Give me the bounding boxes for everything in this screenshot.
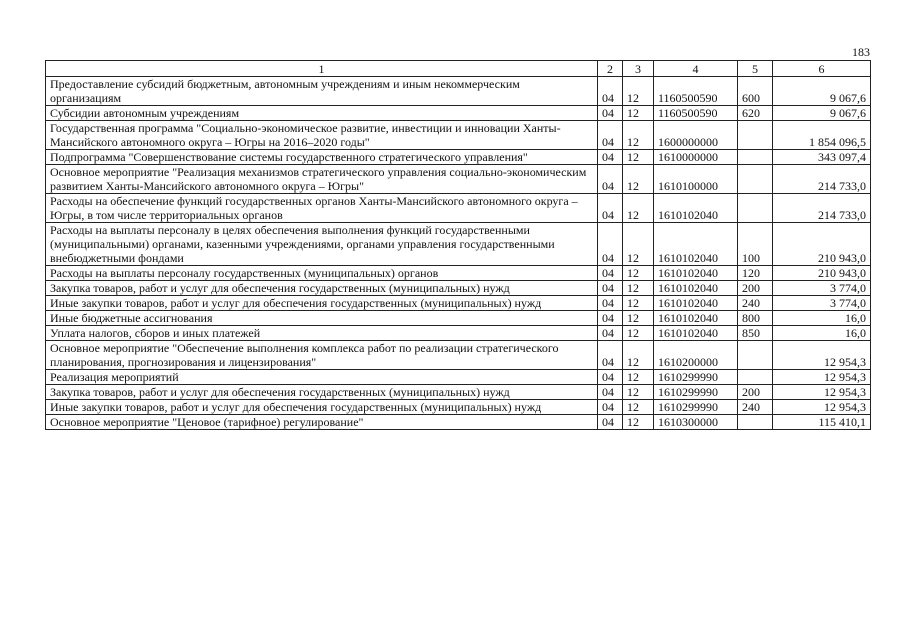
row-target-article: 1610300000 [654,415,738,430]
row-name: Закупка товаров, работ и услуг для обеспечения государственных (муниципальных) нужд [46,281,598,296]
row-subsection: 12 [623,266,654,281]
row-expense-type [738,370,773,385]
column-header-expense-type: 5 [738,61,773,77]
row-name: Основное мероприятие "Реализация механизмов стратегического управления социально-экономическим развитием Ханты-Мансийского автономного округа – Югры" [46,165,598,194]
row-expense-type [738,341,773,370]
row-name: Основное мероприятие "Обеспечение выполнения комплекса работ по реализации стратегического планирования, прогнозирования и лицензирования" [46,341,598,370]
row-subsection: 12 [623,281,654,296]
table-row [46,194,871,223]
row-expense-type: 800 [738,311,773,326]
row-subsection: 12 [623,165,654,194]
row-target-article: 1610102040 [654,223,738,266]
row-target-article: 1610102040 [654,296,738,311]
table-row [46,370,871,385]
row-section: 04 [598,415,623,430]
row-section: 04 [598,77,623,106]
row-amount: 210 943,0 [773,223,871,266]
row-section: 04 [598,223,623,266]
row-subsection: 12 [623,150,654,165]
row-amount: 214 733,0 [773,165,871,194]
table-row [46,106,871,121]
row-name: Государственная программа "Социально-экономическое развитие, инвестиции и инновации Ханты-Мансийского автономного округа – Югры на 2016–2020 годы" [46,121,598,150]
row-subsection: 12 [623,194,654,223]
row-section: 04 [598,165,623,194]
table-row [46,281,871,296]
row-subsection: 12 [623,341,654,370]
row-expense-type: 240 [738,400,773,415]
row-section: 04 [598,311,623,326]
row-expense-type [738,415,773,430]
row-target-article: 1160500590 [654,77,738,106]
row-target-article: 1610102040 [654,194,738,223]
row-expense-type [738,150,773,165]
row-section: 04 [598,341,623,370]
column-header-subsection: 3 [623,61,654,77]
column-header-name: 1 [46,61,598,77]
row-target-article: 1610000000 [654,150,738,165]
row-target-article: 1610100000 [654,165,738,194]
table-header-row [46,61,871,77]
row-amount: 16,0 [773,326,871,341]
row-section: 04 [598,121,623,150]
row-name: Предоставление субсидий бюджетным, автономным учреждениям и иным некоммерческим организациям [46,77,598,106]
row-section: 04 [598,296,623,311]
row-name: Реализация мероприятий [46,370,598,385]
table-row [46,77,871,106]
row-name: Субсидии автономным учреждениям [46,106,598,121]
row-expense-type [738,194,773,223]
row-subsection: 12 [623,121,654,150]
row-name: Расходы на выплаты персоналу государственных (муниципальных) органов [46,266,598,281]
row-expense-type [738,165,773,194]
row-target-article: 1610102040 [654,266,738,281]
row-expense-type: 200 [738,281,773,296]
row-target-article: 1610299990 [654,400,738,415]
row-amount: 3 774,0 [773,296,871,311]
row-section: 04 [598,400,623,415]
row-section: 04 [598,385,623,400]
row-expense-type: 600 [738,77,773,106]
table-row [46,326,871,341]
row-target-article: 1610299990 [654,370,738,385]
row-target-article: 1160500590 [654,106,738,121]
row-amount: 12 954,3 [773,370,871,385]
row-expense-type: 240 [738,296,773,311]
table-row [46,296,871,311]
column-header-target-article: 4 [654,61,738,77]
row-name: Иные закупки товаров, работ и услуг для обеспечения государственных (муниципальных) нужд [46,296,598,311]
row-name: Уплата налогов, сборов и иных платежей [46,326,598,341]
row-amount: 12 954,3 [773,400,871,415]
row-section: 04 [598,106,623,121]
table-row [46,415,871,430]
page-number: 183 [852,45,870,59]
row-amount: 12 954,3 [773,385,871,400]
row-amount: 210 943,0 [773,266,871,281]
row-section: 04 [598,326,623,341]
row-target-article: 1610299990 [654,385,738,400]
row-amount: 9 067,6 [773,77,871,106]
row-target-article: 1610102040 [654,281,738,296]
row-subsection: 12 [623,415,654,430]
column-header-amount: 6 [773,61,871,77]
row-subsection: 12 [623,106,654,121]
table-row [46,223,871,266]
row-subsection: 12 [623,326,654,341]
row-subsection: 12 [623,370,654,385]
row-amount: 214 733,0 [773,194,871,223]
row-section: 04 [598,194,623,223]
table-row [46,400,871,415]
row-name: Иные закупки товаров, работ и услуг для обеспечения государственных (муниципальных) нужд [46,400,598,415]
table-row [46,311,871,326]
row-name: Основное мероприятие "Ценовое (тарифное) регулирование" [46,415,598,430]
table-row [46,385,871,400]
row-amount: 3 774,0 [773,281,871,296]
row-name: Иные бюджетные ассигнования [46,311,598,326]
row-target-article: 1610102040 [654,326,738,341]
row-amount: 16,0 [773,311,871,326]
table-row [46,165,871,194]
row-subsection: 12 [623,77,654,106]
row-subsection: 12 [623,223,654,266]
row-name: Подпрограмма "Совершенствование системы государственного стратегического управления" [46,150,598,165]
row-name: Закупка товаров, работ и услуг для обеспечения государственных (муниципальных) нужд [46,385,598,400]
row-subsection: 12 [623,385,654,400]
row-name: Расходы на обеспечение функций государственных органов Ханты-Мансийского автономного округа – Югры, в том числе территориальных органов [46,194,598,223]
row-expense-type: 100 [738,223,773,266]
row-section: 04 [598,281,623,296]
row-subsection: 12 [623,296,654,311]
table-row [46,266,871,281]
row-expense-type: 120 [738,266,773,281]
row-section: 04 [598,370,623,385]
table-row [46,341,871,370]
row-name: Расходы на выплаты персоналу в целях обеспечения выполнения функций государственными (муниципальными) органами, казенными учреждениями, органами управления государственными внебюджетными фондами [46,223,598,266]
row-section: 04 [598,150,623,165]
row-subsection: 12 [623,311,654,326]
column-header-section: 2 [598,61,623,77]
row-section: 04 [598,266,623,281]
row-expense-type: 850 [738,326,773,341]
row-target-article: 1600000000 [654,121,738,150]
row-amount: 343 097,4 [773,150,871,165]
row-subsection: 12 [623,400,654,415]
row-expense-type: 620 [738,106,773,121]
row-target-article: 1610102040 [654,311,738,326]
row-expense-type [738,121,773,150]
budget-table [45,60,871,430]
row-amount: 1 854 096,5 [773,121,871,150]
row-amount: 12 954,3 [773,341,871,370]
row-expense-type: 200 [738,385,773,400]
row-target-article: 1610200000 [654,341,738,370]
table-row [46,121,871,150]
table-row [46,150,871,165]
row-amount: 115 410,1 [773,415,871,430]
row-amount: 9 067,6 [773,106,871,121]
